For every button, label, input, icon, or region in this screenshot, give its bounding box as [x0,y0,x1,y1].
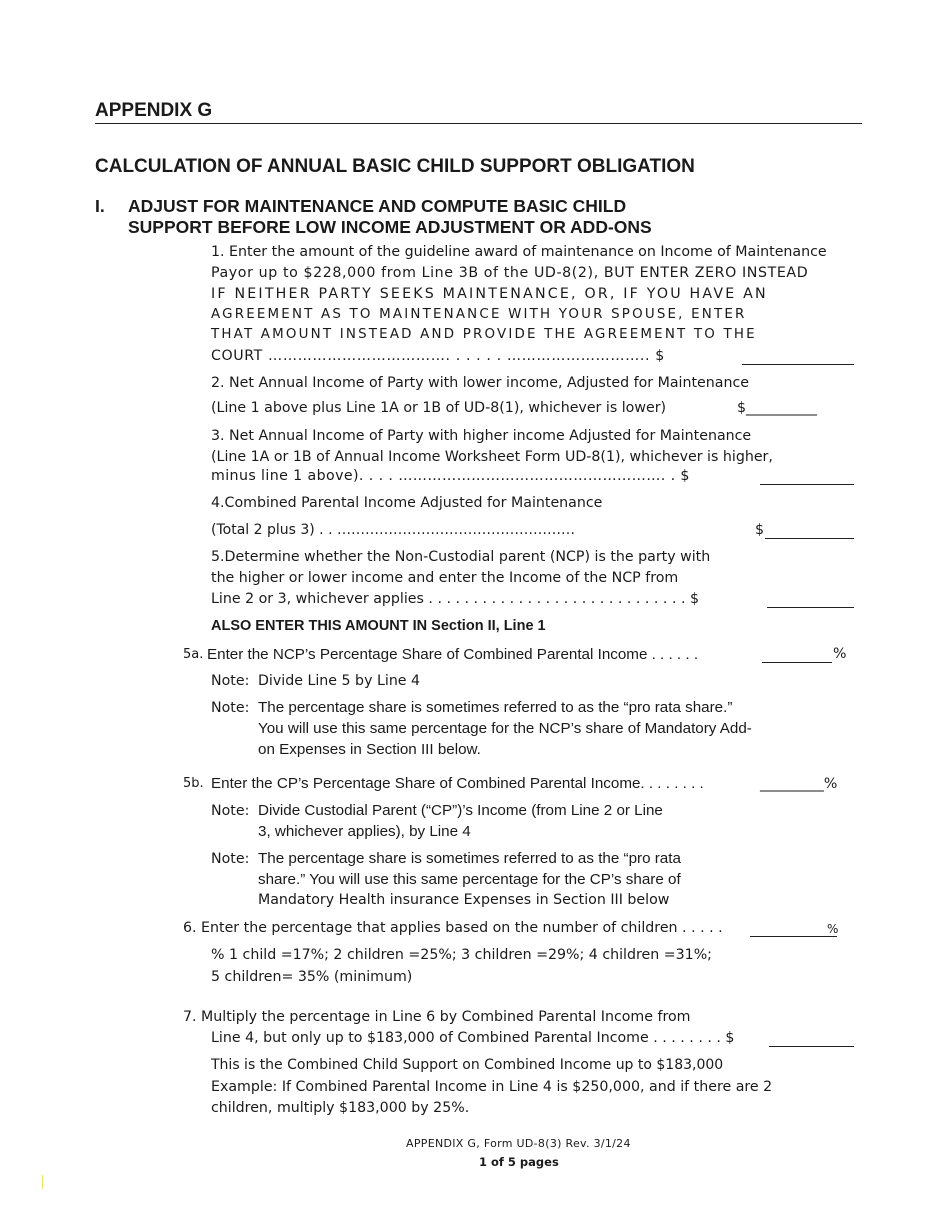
line-5b-note: Divide Custodial Parent (“CP”)’s Income (from Line 2 or Line [258,802,663,819]
line-5a-note: Divide Line 5 by Line 4 [258,673,421,689]
line-5a-text: Enter the NCP’s Percentage Share of Combined Parental Income . . . . . . [207,646,699,663]
appendix-title: APPENDIX G [95,100,213,121]
line-5a-percent-field[interactable] [762,648,832,663]
line-4-dollar: $ [755,522,765,538]
footer-form-id: APPENDIX G, Form UD-8(3) Rev. 3/1/24 [406,1137,631,1150]
line-1-text: Payor up to $228,000 from Line 3B of the UD-8(2), BUT ENTER ZERO INSTEAD [211,265,809,281]
line-7-amount-field[interactable] [769,1032,854,1047]
line-5b-note: share.” You will use this same percentage for the CP’s share of [258,871,681,888]
line-5a-note: The percentage share is sometimes referred to as the “pro rata share.” [258,699,733,716]
line-3-text: 3. Net Annual Income of Party with higher income Adjusted for Maintenance [211,428,752,444]
line-7-note: This is the Combined Child Support on Combined Income up to $183,000 [211,1057,724,1073]
line-7-example: Example: If Combined Parental Income in Line 4 is $250,000, and if there are 2 [211,1079,773,1095]
line-7-text: 7. Multiply the percentage in Line 6 by Combined Parental Income from [183,1009,691,1025]
line-1-text: 1. Enter the amount of the guideline award of maintenance on Income of Maintenance [211,244,827,260]
line-5-text: the higher or lower income and enter the Income of the NCP from [211,570,679,586]
line-3-text: minus line 1 above). . . . ………………………………………………. . $ [211,468,690,484]
line-4-text: 4.Combined Parental Income Adjusted for Maintenance [211,495,603,511]
line-5a-note-label: Note: [211,700,250,716]
title-divider [95,123,862,124]
line-1-text: THAT AMOUNT INSTEAD AND PROVIDE THE AGREEMENT TO THE [211,327,757,342]
line-2-text: 2. Net Annual Income of Party with lower income, Adjusted for Maintenance [211,375,749,391]
section-title-line-1: ADJUST FOR MAINTENANCE AND COMPUTE BASIC CHILD [128,196,627,216]
line-2-text: (Line 1 above plus Line 1A or 1B of UD-8(1), whichever is lower) [211,400,667,416]
line-5-text: Line 2 or 3, whichever applies . . . . . . . . . . . . . . . . . . . . . . . . . . . . . $ [211,591,700,607]
line-7-text: Line 4, but only up to $183,000 of Combined Parental Income . . . . . . . . $ [211,1030,735,1046]
line-4-text: (Total 2 plus 3) . . …………………………………………… [211,522,575,538]
line-5b-note: 3, whichever applies), by Line 4 [258,823,471,840]
line-5a-note-label: Note: [211,673,250,689]
line-7-example: children, multiply $183,000 by 25%. [211,1100,470,1116]
line-5a-note: on Expenses in Section III below. [258,741,481,758]
margin-mark [42,1175,43,1189]
line-1-text: COURT ………………………………. . . . . . ……………………….. $ [211,348,665,364]
line-3-amount-field[interactable] [760,470,854,485]
line-5a-note: You will use this same percentage for the NCP’s share of Mandatory Add- [258,720,752,737]
line-5b-note-label: Note: [211,803,250,819]
line-5b-note: Mandatory Health insurance Expenses in Section III below [258,892,670,908]
line-6-percent-field[interactable] [750,922,837,937]
line-6-text: 6. Enter the percentage that applies based on the number of children . . . . . [183,920,723,936]
line-2-amount-field[interactable]: $__________ [737,400,817,416]
line-4-amount-field[interactable] [765,524,854,539]
line-6-rates: % 1 child =17%; 2 children =25%; 3 children =29%; 4 children =31%; [211,947,712,963]
line-5b-text: Enter the CP’s Percentage Share of Combined Parental Income. . . . . . . . [211,775,704,792]
page-title: CALCULATION OF ANNUAL BASIC CHILD SUPPORT OBLIGATION [95,156,695,177]
line-5b-note: The percentage share is sometimes referred to as the “pro rata [258,850,681,867]
line-5b-label: 5b. [183,776,204,791]
line-5a-label: 5a. [183,647,204,662]
section-number: I. [95,196,105,216]
line-3-text: (Line 1A or 1B of Annual Income Worksheet Form UD-8(1), whichever is higher, [211,449,773,465]
line-5-amount-field[interactable] [767,593,854,608]
footer-page-number: 1 of 5 pages [479,1155,559,1169]
line-5-text: 5.Determine whether the Non-Custodial parent (NCP) is the party with [211,549,711,565]
line-5a-percent-sign: % [833,646,847,662]
line-1-text: IF NEITHER PARTY SEEKS MAINTENANCE, OR, IF YOU HAVE AN [211,286,768,302]
line-5b-note-label: Note: [211,851,250,867]
line-1-text: AGREEMENT AS TO MAINTENANCE WITH YOUR SPOUSE, ENTER [211,307,747,322]
line-5b-percent-field[interactable]: _________% [760,776,838,792]
line-5-instruction: ALSO ENTER THIS AMOUNT IN Section II, Line 1 [211,618,546,634]
section-title-line-2: SUPPORT BEFORE LOW INCOME ADJUSTMENT OR ADD-ONS [128,217,652,237]
line-1-amount-field[interactable] [742,350,854,365]
line-6-rates: 5 children= 35% (minimum) [211,969,413,985]
line-6-percent-sign: % [827,922,839,936]
